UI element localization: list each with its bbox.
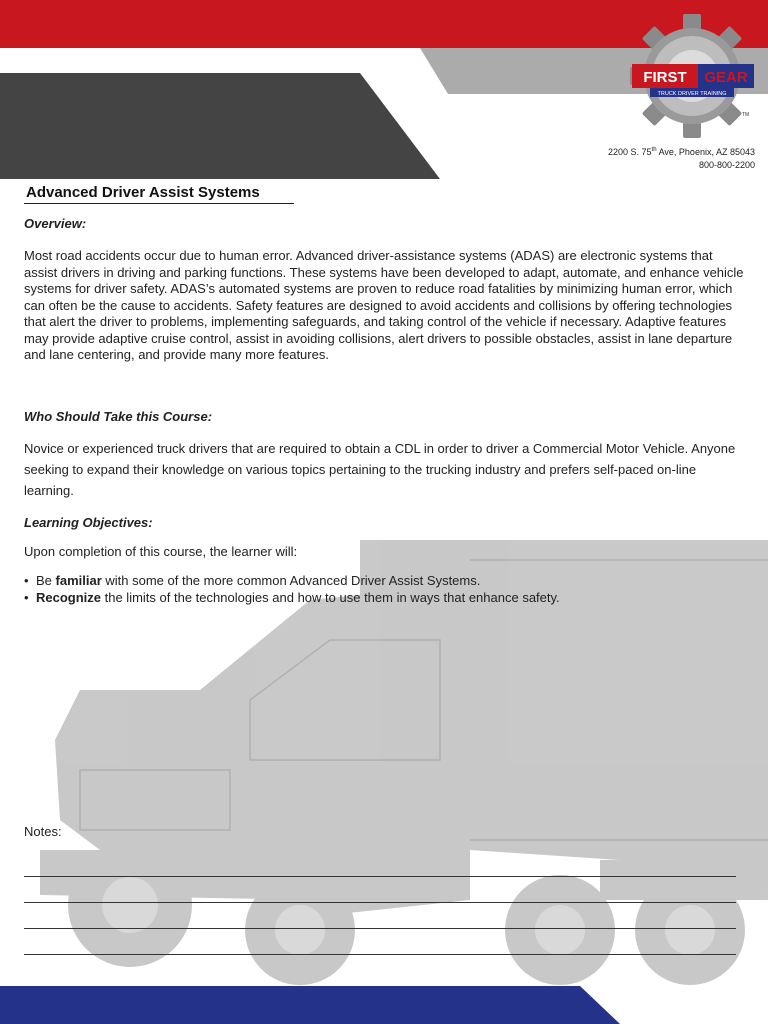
street-number: 2200 S. 75 (608, 147, 652, 157)
who-paragraph: Novice or experienced truck drivers that are required to obtain a CDL in order to driver a Commercial Motor Vehicle. Anyone seeking to expand their knowledge on various topics pertaining to the trucking industry and prefers self-paced on-line learning. (24, 440, 736, 498)
logo-text-gear: GEAR (704, 69, 748, 86)
objective-keyword: Recognize (36, 590, 102, 605)
who-heading: Who Should Take this Course: (24, 408, 213, 424)
document-title: Advanced Driver Assist Systems (24, 184, 294, 204)
street-city: Ave, Phoenix, AZ 85043 (656, 147, 755, 157)
notes-line (24, 876, 736, 877)
footer-blue-band (0, 986, 768, 1024)
notes-line (24, 928, 736, 929)
objective-keyword: familiar (55, 573, 102, 588)
logo-tagline: TRUCK DRIVER TRAINING (657, 91, 727, 97)
document-body (24, 184, 746, 606)
objective-item: • Recognize the limits of the technologies and how to use them in ways that enhance safety. (24, 589, 596, 606)
header-dark-bar (0, 73, 440, 179)
phone-number: 800-800-2200 (698, 160, 755, 170)
first-gear-logo (622, 14, 762, 138)
overview-heading: Overview: (24, 216, 87, 231)
objectives-heading: Learning Objectives: (24, 514, 153, 530)
notes-line (24, 954, 736, 955)
logo-trademark: TM (742, 112, 750, 118)
street-ordinal: th (651, 147, 657, 153)
notes-label: Notes: (24, 824, 62, 839)
objective-item: • Be familiar with some of the more common Advanced Driver Assist Systems. (24, 572, 746, 589)
notes-line (24, 902, 736, 903)
street-address (608, 146, 755, 159)
objectives-list (24, 572, 746, 606)
logo-text-first: FIRST (643, 69, 687, 86)
contact-address (608, 146, 755, 172)
overview-paragraph: Most road accidents occur due to human error. Advanced driver-assistance systems (ADAS) are electronic systems that assist drivers in driving and parking functions. These systems have been developed to adapt, automate, and enhance vehicle systems for driver safety. ADAS’s automated systems are proven to reduce road fatalities by minimizing human error, which can often be the cause to accidents. Safety features are designed to avoid accidents and collisions by offering technologies that alert the driver to problems, implementing safeguards, and taking control of the vehicle if necessary. Adaptive features may provide adaptive cruise control, assist in avoiding collisions, alert drivers to possible obstacles, assist in lane departure and lane centering, and provide many more features. (24, 248, 744, 362)
objectives-intro: Upon completion of this course, the learner will: (24, 543, 298, 559)
